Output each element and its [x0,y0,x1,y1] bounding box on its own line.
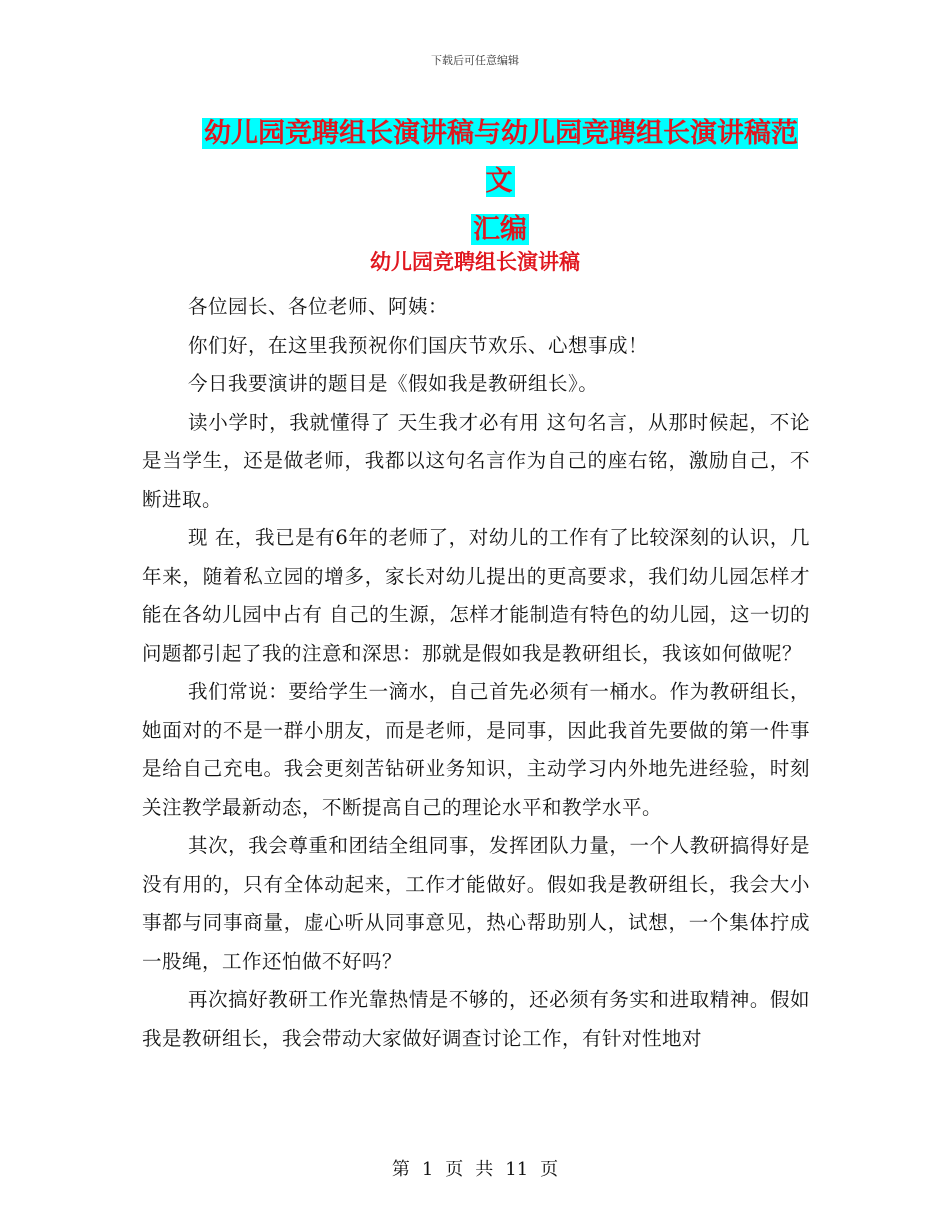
body-text [142,288,810,1058]
page-number: 1 [421,1159,434,1180]
paragraph: 今日我要演讲的题目是《假如我是教研组长》。 [188,372,599,395]
footer-label-gong: 共 [475,1159,494,1180]
paragraph: 读小学时，我就懂得了 天生我才必有用 这句名言，从那时候起，不论是当学生，还是做老师，我都以这句名言作为自己的座右铭，激励自己，不断进取。 [142,410,810,511]
title-line-2: 汇编 [473,214,527,245]
page-footer [0,1155,950,1181]
paragraph: 其次，我会尊重和团结全组同事，发挥团队力量，一个人教研搞得好是没有用的，只有全体动起来，工作才能做好。假如我是教研组长，我会大小事都与同事商量，虚心听从同事意见，热心帮助别人，试想，一个集体拧成一股绳，工作还怕做不好吗？ [142,834,810,973]
paragraph: 再次搞好教研工作光靠热情是不够的，还必须有务实和进取精神。假如我是教研组长，我会带动大家做好调查讨论工作，有针对性地对 [142,988,810,1050]
paragraph: 现 在，我已是有6年的老师了，对幼儿的工作有了比较深刻的认识，几年来，随着私立园的增多，家长对幼儿提出的更高要求，我们幼儿园怎样才能在各幼儿园中占有 自己的生源，怎样才能制造有特色的幼儿园，这一切的问题都引起了我的注意和深思：那就是假如我是教研组长，我该如何做呢？ [142,526,810,665]
footer-label-ye: 页 [445,1159,464,1180]
footer-label-ye2: 页 [540,1159,559,1180]
header-note: 下载后可任意编辑 [431,54,519,67]
document-title [190,110,810,254]
paragraph: 你们好，在这里我预祝你们国庆节欢乐、心想事成！ [188,333,649,357]
title-line-1: 幼儿园竞聘组长演讲稿与幼儿园竞聘组长演讲稿范文 [204,118,798,197]
paragraph: 我们常说：要给学生一滴水，自己首先必须有一桶水。作为教研组长，她面对的不是一群小朋友，而是老师，是同事，因此我首先要做的第一件事是给自己充电。我会更刻苦钻研业务知识，主动学习内外地先进经验，时刻关注教学最新动态，不断提高自己的理论水平和教学水平。 [142,680,810,819]
footer-label-di: 第 [391,1159,410,1180]
paragraph: 各位园长、各位老师、阿姨： [188,295,449,318]
page-total: 11 [505,1159,529,1180]
section-title: 幼儿园竞聘组长演讲稿 [370,249,580,274]
